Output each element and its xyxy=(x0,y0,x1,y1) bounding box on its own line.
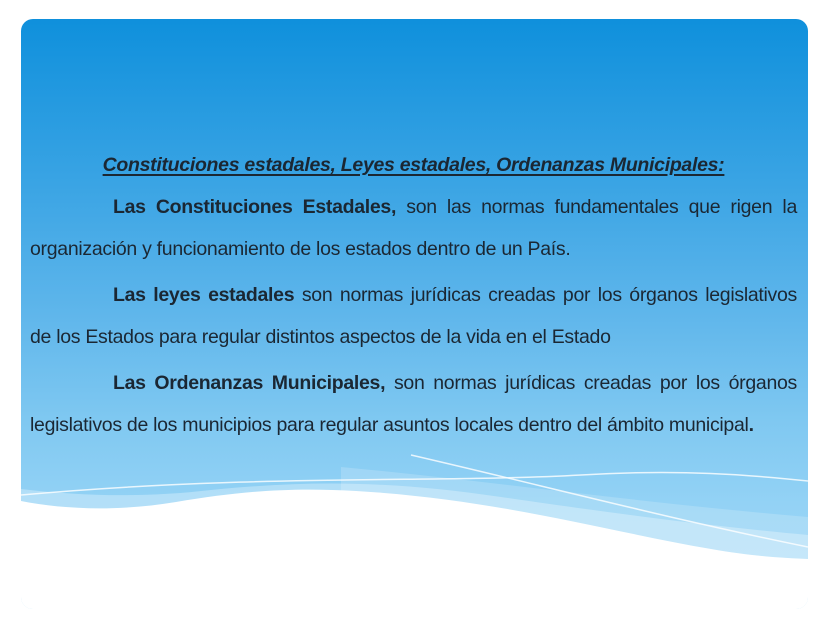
slide-title: Constituciones estadales, Leyes estadales, Ordenanzas Municipales: xyxy=(102,154,725,176)
slide-paragraph xyxy=(30,362,797,446)
paragraph-lead-bold: Las leyes estadales xyxy=(113,284,295,306)
paragraph-lead-bold: Las Ordenanzas Municipales, xyxy=(113,372,386,394)
paragraph-lead-bold: Las Constituciones Estadales, xyxy=(113,196,397,218)
slide-paragraph xyxy=(30,186,797,270)
paragraph-body-text: son las normas fundamentales que rigen la organización y funcionamiento de los estados dentro de un País. xyxy=(30,196,797,260)
slide-content xyxy=(21,144,808,446)
paragraph-tail-bold: . xyxy=(748,414,754,436)
wave-decoration xyxy=(21,429,808,609)
paragraph-body-text: son normas jurídicas creadas por los órganos legislativos de los municipios para regular asuntos locales dentro del ámbito municipal xyxy=(30,372,797,436)
paragraph-body-text: son normas jurídicas creadas por los órganos legislativos de los Estados para regular distintos aspectos de la vida en el Estado xyxy=(30,284,797,348)
slide xyxy=(21,19,808,609)
slide-paragraph xyxy=(30,274,797,358)
paragraph-list xyxy=(30,186,797,446)
